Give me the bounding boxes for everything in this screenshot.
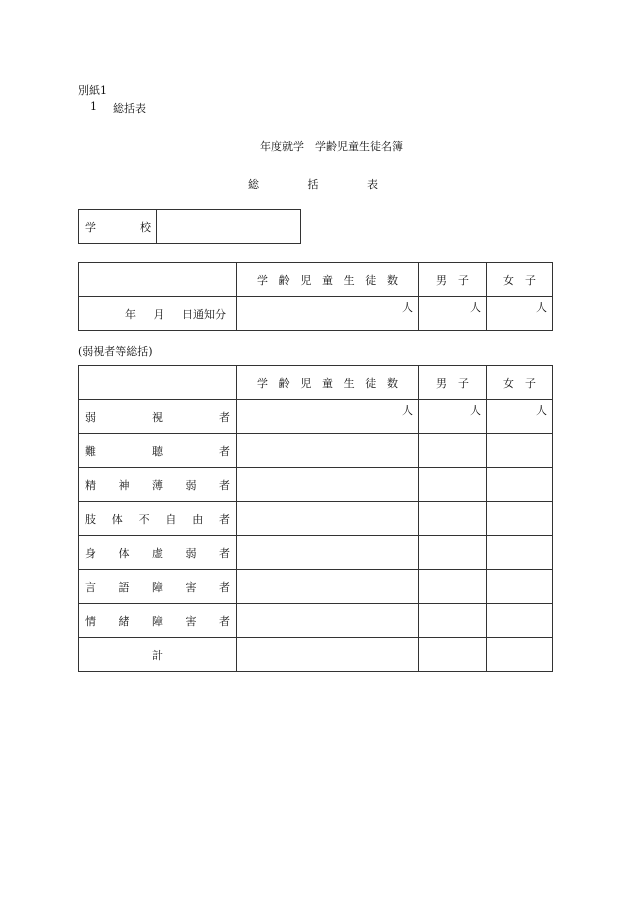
header-student-count: 学 齢 児 童 生 徒 数 <box>237 263 419 297</box>
header-blank-cell <box>79 366 237 400</box>
month-label: 月 <box>153 307 165 321</box>
female-count-cell[interactable] <box>487 604 553 638</box>
student-count-cell[interactable] <box>237 570 419 604</box>
female-count-cell[interactable] <box>487 570 553 604</box>
day-notice-label: 日通知分 <box>182 307 226 321</box>
row-label-health-impaired: 身 体 虚 弱 者 <box>79 536 237 570</box>
student-count-cell[interactable] <box>237 434 419 468</box>
attachment-label: 別紙1 <box>78 84 107 97</box>
school-label-cell: 学 校 <box>79 210 157 244</box>
header-student-count: 学 齢 児 童 生 徒 数 <box>237 366 419 400</box>
student-count-cell[interactable] <box>237 536 419 570</box>
student-count-cell[interactable] <box>237 638 419 672</box>
male-count-cell[interactable]: 人 <box>419 297 487 331</box>
school-table <box>78 209 301 244</box>
total-row <box>79 638 553 672</box>
row-label-intellectual: 精 神 薄 弱 者 <box>79 468 237 502</box>
row-label-speech: 言 語 障 害 者 <box>79 570 237 604</box>
table-row <box>79 570 553 604</box>
header-male: 男 子 <box>419 366 487 400</box>
summary-table-title: 総 括 表 <box>248 178 378 191</box>
section-number: 1 <box>90 100 97 113</box>
table-row <box>79 434 553 468</box>
male-count-cell[interactable] <box>419 468 487 502</box>
female-count-cell[interactable]: 人 <box>487 297 553 331</box>
female-count-cell[interactable] <box>487 638 553 672</box>
student-count-cell[interactable]: 人 <box>237 400 419 434</box>
female-count-cell[interactable] <box>487 468 553 502</box>
header-male: 男 子 <box>419 263 487 297</box>
enrollment-table <box>78 262 553 331</box>
male-count-cell[interactable]: 人 <box>419 400 487 434</box>
year-label: 年 <box>125 307 136 321</box>
female-count-cell[interactable]: 人 <box>487 400 553 434</box>
student-count-cell[interactable] <box>237 604 419 638</box>
table-row <box>79 400 553 434</box>
table-row <box>79 502 553 536</box>
female-count-cell[interactable] <box>487 434 553 468</box>
student-count-cell[interactable] <box>237 468 419 502</box>
header-female: 女 子 <box>487 263 553 297</box>
table-row <box>79 604 553 638</box>
male-count-cell[interactable] <box>419 536 487 570</box>
section-title: 総括表 <box>113 102 146 115</box>
disability-table <box>78 365 553 672</box>
row-label-hard-of-hearing: 難 聴 者 <box>79 434 237 468</box>
male-count-cell[interactable] <box>419 638 487 672</box>
row-label-emotional: 情 緒 障 害 者 <box>79 604 237 638</box>
table-row <box>79 468 553 502</box>
row-label-low-vision: 弱 視 者 <box>79 400 237 434</box>
male-count-cell[interactable] <box>419 502 487 536</box>
student-count-cell[interactable] <box>237 502 419 536</box>
disability-caption: (弱視者等総括) <box>78 345 153 358</box>
table-row <box>79 536 553 570</box>
header-female: 女 子 <box>487 366 553 400</box>
male-count-cell[interactable] <box>419 570 487 604</box>
female-count-cell[interactable] <box>487 536 553 570</box>
total-label: 計 <box>79 638 237 672</box>
school-name-field[interactable] <box>157 210 301 244</box>
female-count-cell[interactable] <box>487 502 553 536</box>
row-label-physical: 肢 体 不 自 由 者 <box>79 502 237 536</box>
notification-date-cell <box>79 297 237 331</box>
student-count-cell[interactable]: 人 <box>237 297 419 331</box>
document-title: 年度就学 学齢児童生徒名簿 <box>260 140 403 153</box>
male-count-cell[interactable] <box>419 604 487 638</box>
header-blank-cell <box>79 263 237 297</box>
male-count-cell[interactable] <box>419 434 487 468</box>
